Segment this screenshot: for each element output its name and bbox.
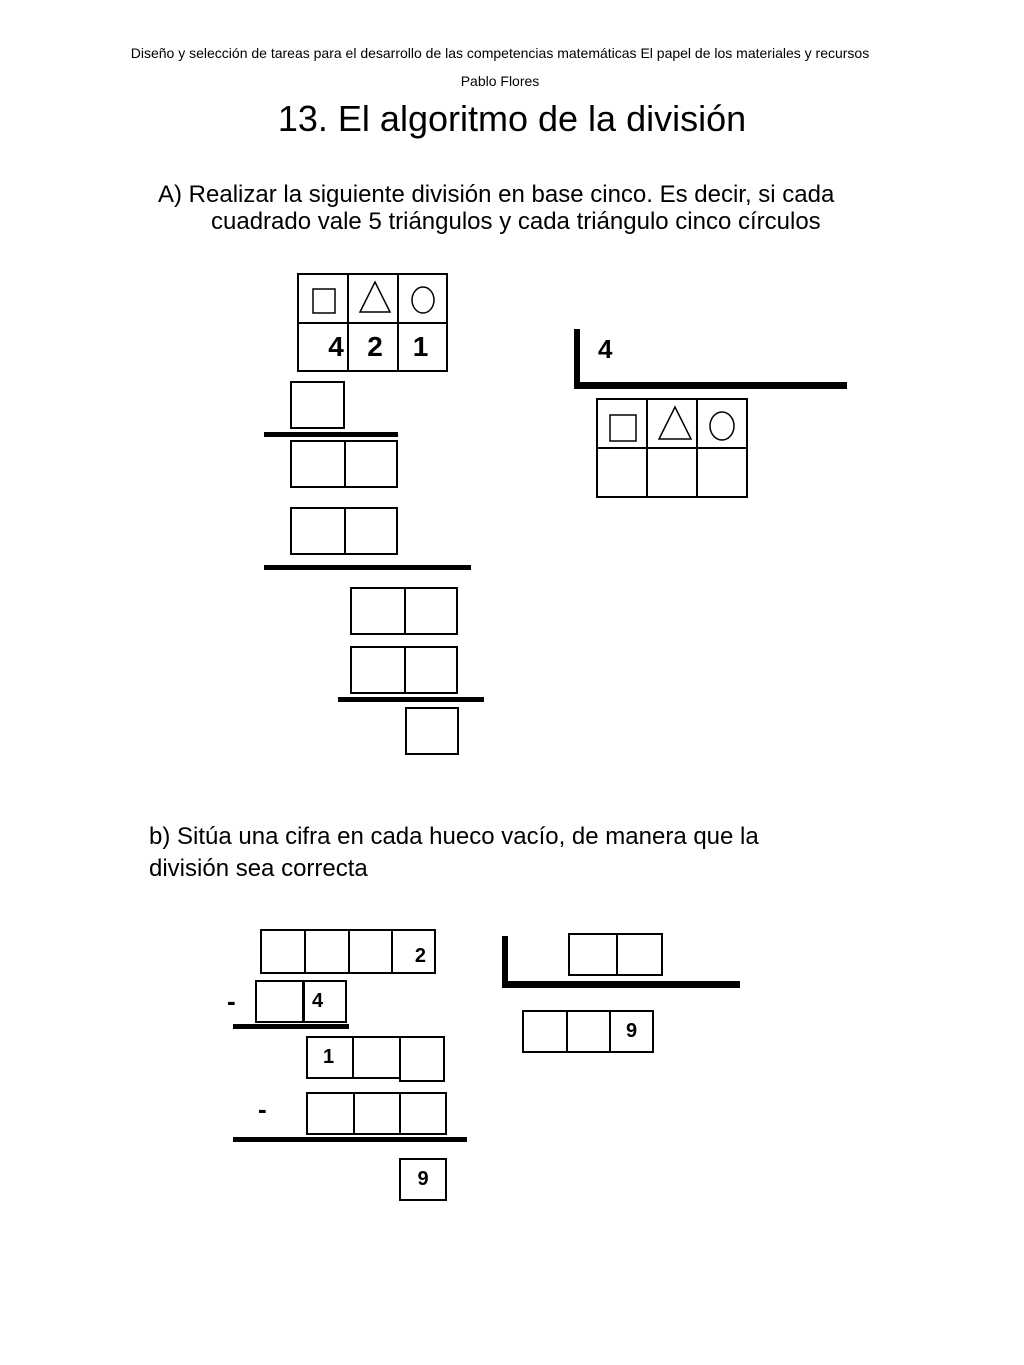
dividend-header-square-cell — [297, 273, 349, 324]
dividend-fixed-digit — [391, 929, 436, 974]
minus-sign: - — [227, 986, 236, 1016]
answer-box[interactable] — [350, 587, 406, 635]
division-bracket-horizontal — [574, 382, 847, 389]
dividend-digit-2 — [347, 322, 399, 372]
answer-box[interactable] — [344, 507, 398, 555]
dividend-fixed-digit-text: 2 — [414, 945, 426, 967]
answer-box[interactable] — [404, 587, 458, 635]
subtraction-line — [233, 1137, 467, 1142]
divisor: 4 — [598, 334, 613, 364]
dividend-digit-2-text: 2 — [367, 331, 383, 362]
answer-box[interactable] — [306, 1092, 355, 1135]
quotient-header-triangle-cell — [646, 398, 698, 449]
answer-box[interactable] — [399, 1092, 447, 1135]
answer-box[interactable] — [348, 929, 393, 974]
first-subtrahend-text: 4 — [312, 990, 324, 1012]
remainder-fixed-digit — [399, 1158, 447, 1201]
answer-box[interactable] — [568, 933, 618, 976]
answer-box[interactable] — [646, 447, 698, 498]
part-b-instruction-line-1: b) Sitúa una cifra en cada hueco vacío, de manera que la — [149, 823, 759, 850]
header-line-1: Diseño y selección de tareas para el desarrollo de las competencias matemáticas El papel de los materiales y recursos — [130, 45, 870, 61]
partial-remainder-fixed-digit — [306, 1036, 354, 1079]
part-a-instruction-line-2: cuadrado vale 5 triángulos y cada triángulo cinco círculos — [211, 208, 821, 235]
quotient-header-square-cell — [596, 398, 648, 449]
part-b-instruction-line-2: división sea correcta — [149, 855, 368, 882]
quotient-header-circle-cell — [696, 398, 748, 449]
answer-box[interactable] — [399, 1036, 445, 1082]
answer-box[interactable] — [352, 1036, 401, 1079]
square-icon — [312, 288, 336, 314]
answer-box[interactable] — [290, 440, 346, 488]
division-bracket-vertical — [574, 329, 580, 388]
minus-sign: - — [258, 1094, 267, 1124]
dividend-digit-1 — [297, 322, 349, 372]
circle-icon — [411, 287, 437, 315]
remainder-box[interactable] — [405, 707, 459, 755]
answer-box[interactable] — [566, 1010, 611, 1053]
header-author: Pablo Flores — [460, 73, 540, 89]
dividend-digit-3 — [397, 322, 448, 372]
answer-box[interactable] — [290, 507, 346, 555]
answer-box[interactable] — [344, 440, 398, 488]
dividend-header-circle-cell — [397, 273, 448, 324]
part-a-instruction-line-1: A) Realizar la siguiente división en base cinco. Es decir, si cada — [158, 181, 835, 208]
answer-box[interactable] — [353, 1092, 401, 1135]
subtraction-line — [233, 1024, 349, 1029]
answer-box[interactable] — [290, 381, 345, 429]
answer-box[interactable] — [522, 1010, 568, 1053]
remainder-text: 9 — [417, 1168, 429, 1190]
subtraction-line — [338, 697, 484, 702]
triangle-icon — [658, 406, 692, 440]
answer-box[interactable] — [260, 929, 306, 974]
quotient-fixed-digit-text: 9 — [625, 1020, 638, 1042]
answer-box[interactable] — [350, 646, 406, 694]
answer-box[interactable] — [596, 447, 648, 498]
first-subtrahend-fixed-digit — [302, 980, 347, 1023]
circle-icon — [709, 412, 737, 442]
quotient-fixed-digit — [609, 1010, 654, 1053]
answer-box[interactable] — [404, 646, 458, 694]
square-icon — [609, 414, 637, 442]
dividend-digit-3-text: 1 — [412, 331, 429, 362]
answer-box[interactable] — [255, 980, 305, 1023]
division-bracket-horizontal — [502, 981, 740, 988]
triangle-icon — [359, 281, 391, 313]
page-title: 13. El algoritmo de la división — [277, 98, 747, 139]
answer-box[interactable] — [304, 929, 350, 974]
dividend-digit-1-text: 4 — [328, 331, 344, 362]
dividend-header-triangle-cell — [347, 273, 399, 324]
partial-remainder-text: 1 — [323, 1046, 335, 1068]
subtraction-line — [264, 432, 398, 437]
subtraction-line — [264, 565, 471, 570]
answer-box[interactable] — [616, 933, 663, 976]
answer-box[interactable] — [696, 447, 748, 498]
